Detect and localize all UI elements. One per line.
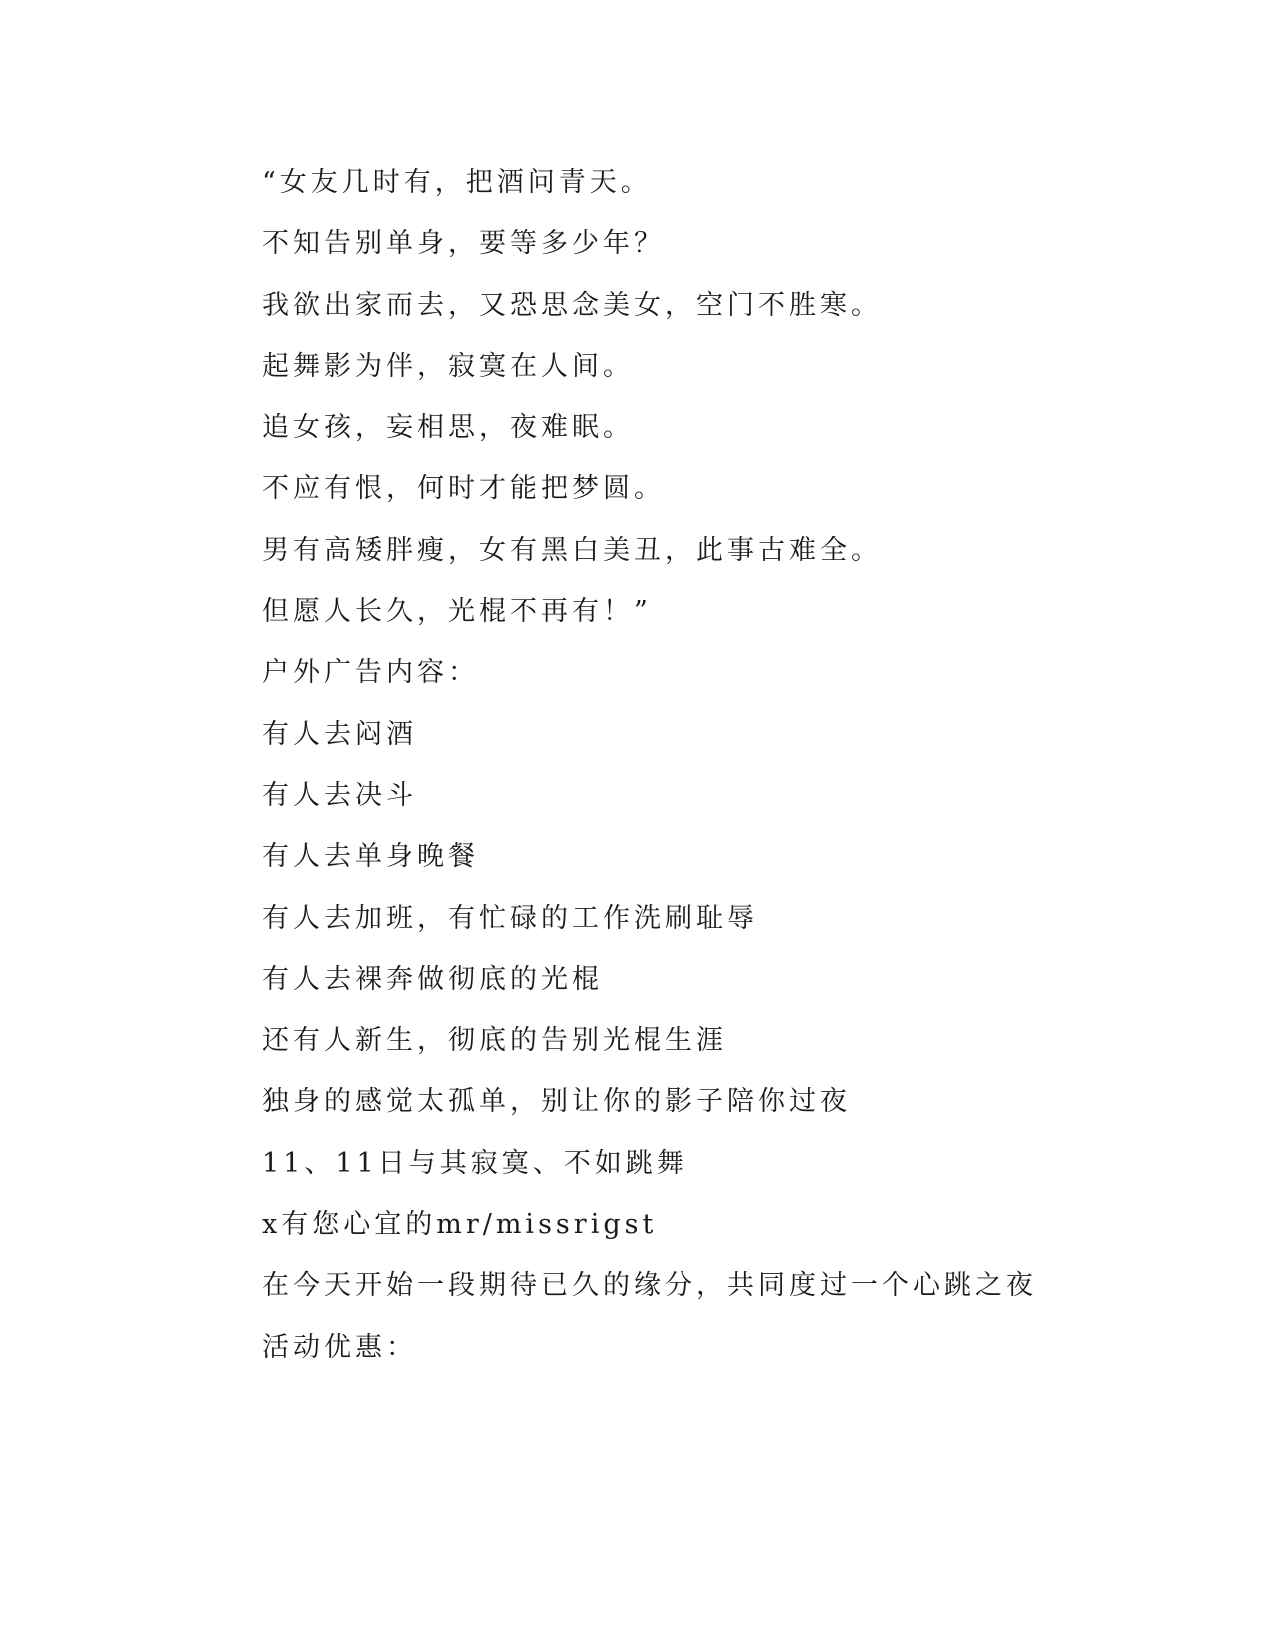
poem-line-7: 男有高矮胖瘦，女有黑白美丑，此事古难全。 [262,534,882,566]
ad-line-3: 有人去单身晚餐 [262,841,479,873]
ad-line-10: 在今天开始一段期待已久的缘分，共同度过一个心跳之夜 [262,1270,1037,1302]
ad-line-6: 还有人新生，彻底的告别光棍生涯 [262,1025,727,1057]
poem-line-2: 不知告别单身，要等多少年？ [262,228,665,260]
poem-line-5: 追女孩，妄相思，夜难眠。 [262,412,634,444]
document-body [262,163,1042,1389]
ad-line-2: 有人去决斗 [262,779,417,811]
poem-line-1: “女友几时有，把酒问青天。 [262,167,652,198]
ad-line-4: 有人去加班，有忙碌的工作洗刷耻辱 [262,902,758,934]
poem-line-8: 但愿人长久，光棍不再有！” [262,596,652,628]
section-heading-outdoor-ad: 户外广告内容： [262,657,479,689]
ad-line-1: 有人去闷酒 [262,718,417,750]
ad-line-9: x有您心宜的mr/missrigst [262,1209,658,1241]
ad-line-7: 独身的感觉太孤单，别让你的影子陪你过夜 [262,1086,851,1118]
poem-line-6: 不应有恨，何时才能把梦圆。 [262,473,665,505]
poem-line-3: 我欲出家而去，又恐思念美女，空门不胜寒。 [262,289,882,321]
ad-line-5: 有人去裸奔做彻底的光棍 [262,963,603,995]
poem-line-4: 起舞影为伴，寂寞在人间。 [262,350,634,382]
section-heading-promotion: 活动优惠： [262,1331,417,1363]
ad-line-8: 11、11日与其寂寞、不如跳舞 [262,1147,688,1179]
